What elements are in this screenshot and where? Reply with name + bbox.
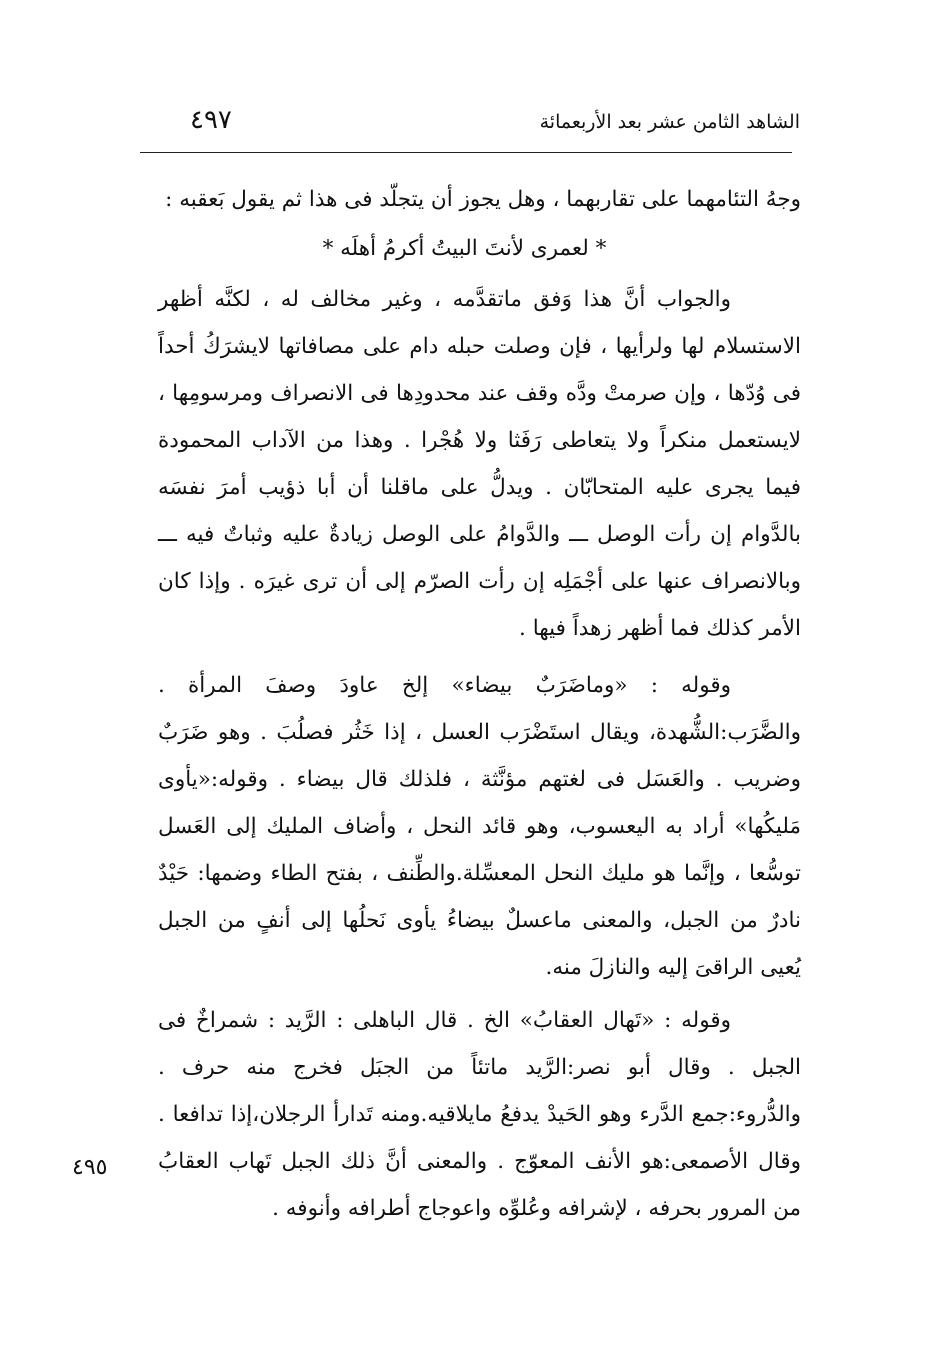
paragraph-uqab: وقوله : «تَهال العقابُ» الخ . قال الباهلى : الرَّيد : شمراخٌ فى الجبل . وقال أبو نصر:الرَّيد ماتئاً من الجبَل فخرج منه حرف . والدُّروء:جمع الدَّرء وهو الحَيدْ يدفعُ مايلاقيه.ومنه تَدارأ الرجلان،إذا تدافعا . وقال الأصمعى:هو الأنف المعوّج . والمعنى أنَّ ذلك الجبل تَهاب العقابُ من المرور بحرفه ، لإشرافه وعُلوِّه واعوجاج أطرافه وأنوفه . xyxy=(158,1008,801,1221)
body-text xyxy=(158,176,801,1232)
paragraph-answer: والجواب أنَّ هذا وَفق ماتقدَّمه ، وغير مخالف له ، لكنَّه أظهر الاستسلام لها ولرأيها ، فإن وصلت حبله دام على مصافاتها لايشرَكُ أحداً فى وُدّها ، وإن صرمتْ ودَّه وقف عند محدودِها فى الانصراف ومرسومِها ، لايستعمل منكراً ولا يتعاطى رَفَثا ولا هُجْرا . وهذا من الآداب المحمودة فيما يجرى عليه المتحابّان . ويدلُّ على ماقلنا أن أبا ذؤيب أمرَ نفسَه بالدَّوام إن رأت الوصل ـــ والدَّوامُ على الوصل زيادةٌ عليه وثباتٌ فيه ـــ وبالانصراف عنها على أجْمَلِه إن رأت الصرّم إلى أن ترى غيرَه . وإذا كان الأمر كذلك فما أظهر زهداً فيها . xyxy=(158,287,801,641)
page-header xyxy=(150,103,800,151)
page-number: ٤٩٧ xyxy=(190,105,232,135)
paragraph-opening: وجهُ التئامهما على تقاربهما ، وهل يجوز أن يتجلّد فى هذا ثم يقول بَعقبه : xyxy=(165,187,801,212)
running-title: الشاهد الثامن عشر بعد الأربعمائة xyxy=(539,111,800,133)
paragraph-dharab: وقوله : «وماضَرَبٌ بيضاء» إلخ عاودَ وصفَ المرأة . والضَّرَب:الشُّهدة، ويقال استَضْرَب العسل ، إذا خَثُر فصلُبَ . وهو ضَرَبٌ وضريب . والعَسَل فى لغتهم مؤنَّثة ، فلذلك قال بيضاء . وقوله:«يأوى مَليكُها» أراد به اليعسوب، وهو قائد النحل ، وأضاف المليك إلى العَسل توسُّعا ، وإنَّما هو مليك النحل المعسِّلة.والطِّنف ، بفتح الطاء وضمها: حَيْدٌ نادرٌ من الجبل، والمعنى ماعسلٌ بيضاءُ يأوى نَحلُها إلى أنفٍ من الجبل يُعيى الراقىَ إليه والنازلَ منه. xyxy=(158,673,801,980)
header-rule xyxy=(140,152,792,153)
margin-page-number: ٤٩٥ xyxy=(72,1155,108,1180)
verse-line: * لعمرى لأنتَ البيتُ أكرمُ أهلَه * xyxy=(322,236,607,261)
